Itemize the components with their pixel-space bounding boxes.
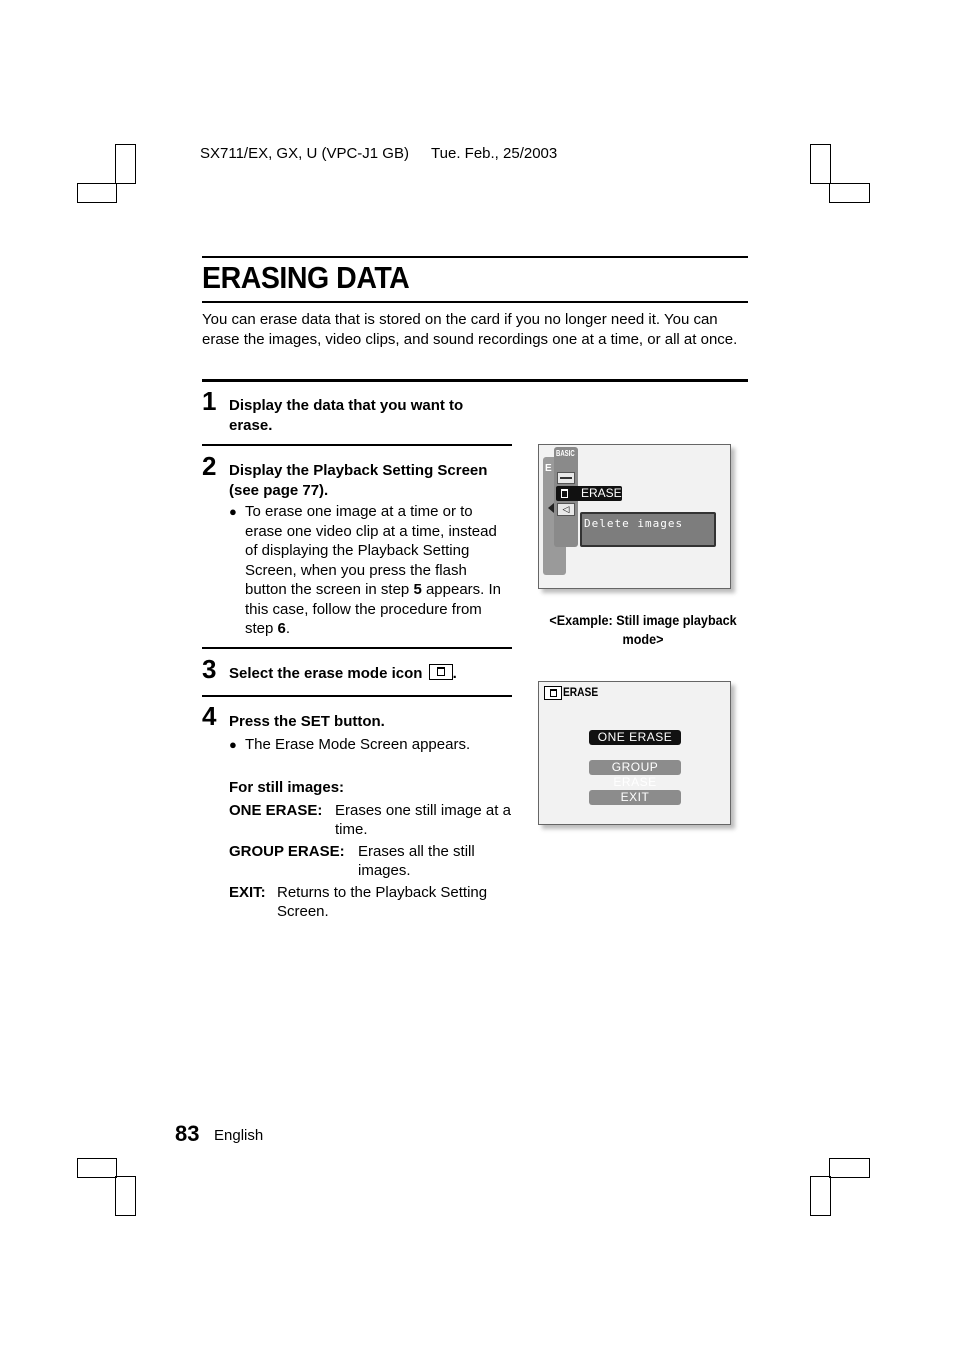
intro-paragraph: You can erase data that is stored on the card if you no longer need it. You can erase the images, video clips, and sound recordings one at a time, or all at once. [202,311,738,348]
erase-label: ERASE [581,486,622,500]
step-title: Press the SET button. [229,713,385,730]
step-rule [202,647,512,649]
erase-mode-icon [429,664,453,680]
title-rule-top [202,256,748,258]
step-number: 2 [202,451,217,481]
trash-icon [437,667,445,676]
step-ref: 6 [277,620,286,637]
bullet-text: . [285,620,291,637]
erase-screen-title: ERASE [563,685,599,699]
step-number: 4 [202,701,217,731]
submenu-text: Delete images [584,517,684,530]
bullet-dot: ● [229,504,237,519]
crop-mark [115,144,136,184]
one-erase-option[interactable]: ONE ERASE [589,730,681,745]
erase-selected-item [556,486,622,501]
crop-mark [77,183,117,203]
definition-desc: Erases all the still images. [358,843,475,879]
step-rule [202,444,512,446]
crop-mark [115,1176,136,1216]
date-text: Tue. Feb., 25/2003 [431,145,558,162]
trash-icon [561,489,568,498]
crop-mark [77,1158,117,1178]
page-title: ERASING DATA [202,260,410,295]
page-number: 83 [175,1121,200,1146]
bullet-dot: ● [229,737,237,752]
step-ref: 5 [413,581,422,598]
definition-term: ONE ERASE: [229,802,323,819]
step-number: 1 [202,386,217,416]
crop-mark [829,183,870,203]
crop-mark [810,1176,831,1216]
group-erase-option[interactable]: GROUP ERASE [589,760,681,775]
step-title: Display the Playback Setting Screen (see page 77). [229,462,488,499]
bullet-text: To erase one image at a time or to erase one video clip at a time, instead of displaying the Playback Setting Screen, when you press the flash button the screen in step [245,503,497,598]
bullet-text: The Erase Mode Screen appears. [245,736,471,753]
basic-tab: BASIC [556,449,575,458]
section-rule [202,379,748,382]
step-number: 3 [202,654,217,684]
definition-desc: Erases one still image at a time. [335,802,511,838]
erase-title-icon [544,686,562,700]
menu-side-letter: E [545,463,552,474]
step-bullet [229,502,507,639]
print-header [200,145,557,162]
crop-mark [810,144,831,184]
screen-caption: <Example: Still image playback mode> [549,612,737,647]
step-title-text: Select the erase mode icon [229,665,423,682]
submenu-box [580,512,716,547]
step-title-end: . [452,665,457,682]
model-text: SX711/EX, GX, U (VPC-J1 GB) [200,145,409,162]
bullet-text: appears. In this case, follow the procedure from step [245,581,502,637]
exit-option[interactable]: EXIT [589,790,681,805]
erase-mode-screen [538,681,731,825]
definition-desc: Returns to the Playback Setting Screen. [277,884,488,920]
footer-language: English [214,1127,264,1144]
definition-term: GROUP ERASE: [229,843,345,860]
step-bullet [229,735,507,755]
step-rule [202,695,512,697]
key-icon [557,472,575,484]
definition-term: EXIT: [229,884,266,901]
still-images-heading: For still images: [229,779,345,796]
playback-setting-screen [538,444,731,589]
step-title [229,664,509,684]
sound-icon: ◁ [557,503,575,516]
title-rule-bottom [202,301,748,303]
step-title: Display the data that you want to erase. [229,397,464,434]
crop-mark [829,1158,870,1178]
trash-icon [550,689,557,697]
